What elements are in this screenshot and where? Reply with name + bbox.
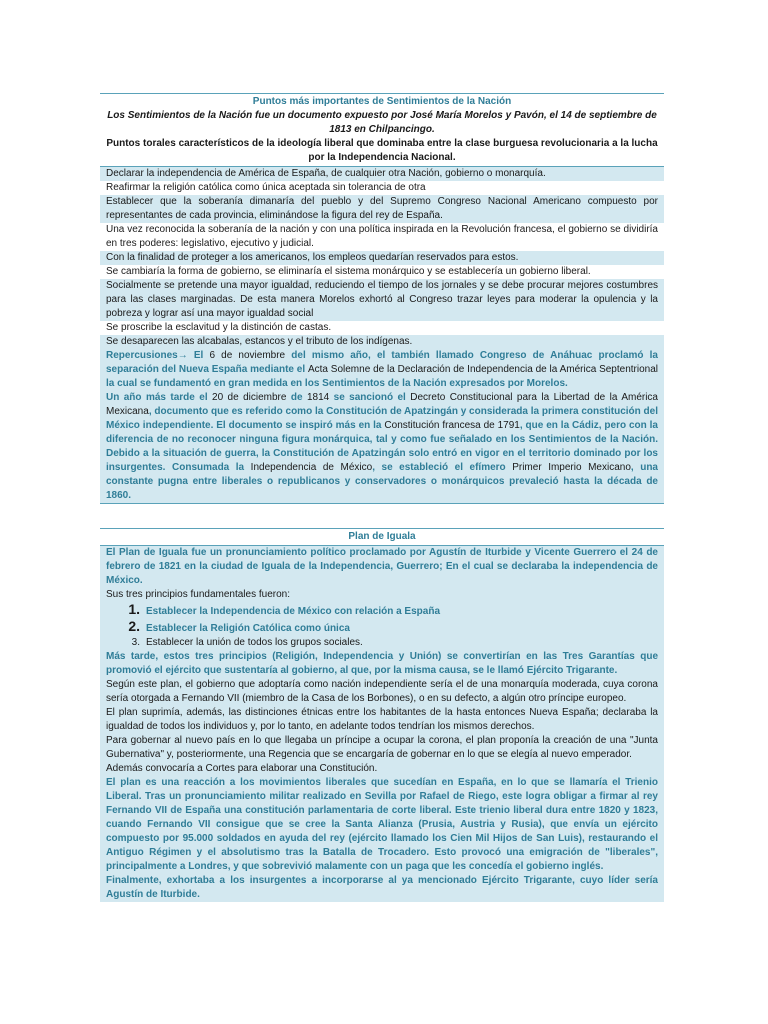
point-row: Se cambiaría la forma de gobierno, se eliminaría el sistema monárquico y se establecería un gobierno liberal. xyxy=(106,266,591,277)
section-title: Plan de Iguala xyxy=(348,531,416,542)
section-subtitle: Los Sentimientos de la Nación fue un documento expuesto por José María Morelos y Pavón, el 14 de septiembre de 1813 en Chilpancingo. xyxy=(107,110,657,135)
paragraph: Para gobernar al nuevo país en lo que llegaba un príncipe a ocupar la corona, el plan proponía la creación de una "Junta Gubernativa" y, posteriormente, una Regencia que se encargaría de gobernar en lo que se elegía al nuevo emperador. xyxy=(106,735,658,760)
principles-label: Sus tres principios fundamentales fueron: xyxy=(106,589,290,600)
point-row: Declarar la independencia de América de España, de cualquier otra Nación, gobierno o monarquía. xyxy=(100,167,664,181)
section-title: Puntos más importantes de Sentimientos de la Nación xyxy=(252,96,512,107)
section-subtitle-2: Puntos torales característicos de la ideología liberal que dominaba entre la clase burguesa revolucionaria a la lucha por la Independencia Nacional. xyxy=(106,138,658,163)
point-row: Se desaparecen las alcabalas, estancos y el tributo de los indígenas. xyxy=(100,335,664,349)
paragraph: El plan es una reacción a los movimientos liberales que sucedían en España, en lo que se llamaría el Trienio Liberal. Tras un pronunciamiento militar realizado en Sevilla por Rafael de Riego, este logra obligar a firmar al rey Fernando VII de España una constitución parlamentaria de corte liberal. Este trienio liberal dura entre 1820 y 1823, cuando Fernando VII consigue que se cree la Santa Alianza (Prusia, Austria y Rusia), que envía un ejército compuesto por 95.000 soldados en ayuda del rey (ejército llamado los Cien Mil Hijos de San Luis), restaurando el Antiguo Régimen y el absolutismo tras la Batalla de Trocadero. Esto provocó una emigración de "liberales", principalmente a Londres, y que sobrevivió malamente con un paga que les concedía el gobierno inglés. xyxy=(106,777,658,872)
plan-iguala-table xyxy=(100,528,664,902)
paragraph: Más tarde, estos tres principios (Religión, Independencia y Unión) se convertirían en las Tres Garantías que promovió el ejército que sustentaría al gobierno, al que, por la misma causa, se le llamó Ejército Trigarante. xyxy=(106,651,658,676)
paragraph: El plan suprimía, además, las distinciones étnicas entre los habitantes de la hasta entonces Nueva España; declaraba la igualdad de todos los individuos y, por lo tanto, en adelante todos tendrían los mismos derechos. xyxy=(106,707,658,732)
point-row: Se proscribe la esclavitud y la distinción de castas. xyxy=(106,322,332,333)
paragraph: Según este plan, el gobierno que adoptaría como nación independiente sería el de una monarquía moderada, cuya corona sería otorgada a Fernando VII (miembro de la Casa de los Borbones), o en su defecto, a algún otro príncipe europeo. xyxy=(106,679,658,704)
point-row: Una vez reconocida la soberanía de la nación y con una política inspirada en la Revolución francesa, el gobierno se dividiría en tres poderes: legislativo, ejecutivo y judicial. xyxy=(106,224,658,249)
plan-iguala-body xyxy=(100,546,664,902)
list-item: 3. Establecer la unión de todos los grupos sociales. xyxy=(131,637,363,648)
list-item: 2. Establecer la Religión Católica como única xyxy=(128,618,350,634)
point-row: Socialmente se pretende una mayor igualdad, reduciendo el tiempo de los jornales y se debe procurar mejores costumbres para las clases marginadas. De esta manera Morelos exhortó al Congreso trazar leyes para moderar la opulencia y la pobreza y lograr así una mayor igualdad social xyxy=(100,279,664,321)
repercusiones-paragraph: Repercusiones→ El 6 de noviembre del mismo año, el también llamado Congreso de Anáhuac proclamó la separación del Nueva España mediante el Acta Solemne de la Declaración de Independencia de la América Septentrional la cual se fundamentó en gran medida en los Sentimientos de la Nación expresados por Morelos. xyxy=(100,349,664,391)
point-row: Con la finalidad de proteger a los americanos, los empleos quedarían reservados para estos. xyxy=(100,251,664,265)
point-row: Establecer que la soberanía dimanaría del pueblo y del Supremo Congreso Nacional Americano compuesto por representantes de cada provincia, eliminándose la figura del rey de España. xyxy=(100,195,664,223)
list-item: 1. Establecer la Independencia de México con relación a España xyxy=(128,601,440,617)
arrow-right-icon: → xyxy=(177,350,188,361)
sentimientos-table xyxy=(100,93,664,504)
point-row: Reafirmar la religión católica como única aceptada sin tolerancia de otra xyxy=(106,182,426,193)
paragraph: Además convocaría a Cortes para elaborar una Constitución. xyxy=(106,763,378,774)
intro-paragraph: El Plan de Iguala fue un pronunciamiento político proclamado por Agustín de Iturbide y Vicente Guerrero el 24 de febrero de 1821 en la ciudad de Iguala de la Independencia, Guerrero; En el cual se declaraba la independencia de México. xyxy=(106,547,658,586)
constitucion-paragraph: Un año más tarde el 20 de diciembre de 1814 se sancionó el Decreto Constitucional para la Libertad de la América Mexicana, documento que es referido como la Constitución de Apatzingán y considerada la primera constitución del México independiente. El documento se inspiró más en la Constitución francesa de 1791, que en la Cádiz, pero con la diferencia de no reconocer ninguna figura monárquica, tal y como fue señalado en los Sentimientos de la Nación. Debido a la situación de guerra, la Constitución de Apatzingán solo entró en vigor en el territorio dominado por los insurgentes. Consumada la Independencia de México, se estableció el efímero Primer Imperio Mexicano, una constante pugna entre liberales o republicanos y conservadores o monárquicos prevaleció hasta la década de 1860. xyxy=(100,391,664,503)
paragraph: Finalmente, exhortaba a los insurgentes a incorporarse al ya mencionado Ejército Trigarante, cuyo líder sería Agustín de Iturbide. xyxy=(106,875,658,900)
principles-list xyxy=(100,602,664,650)
